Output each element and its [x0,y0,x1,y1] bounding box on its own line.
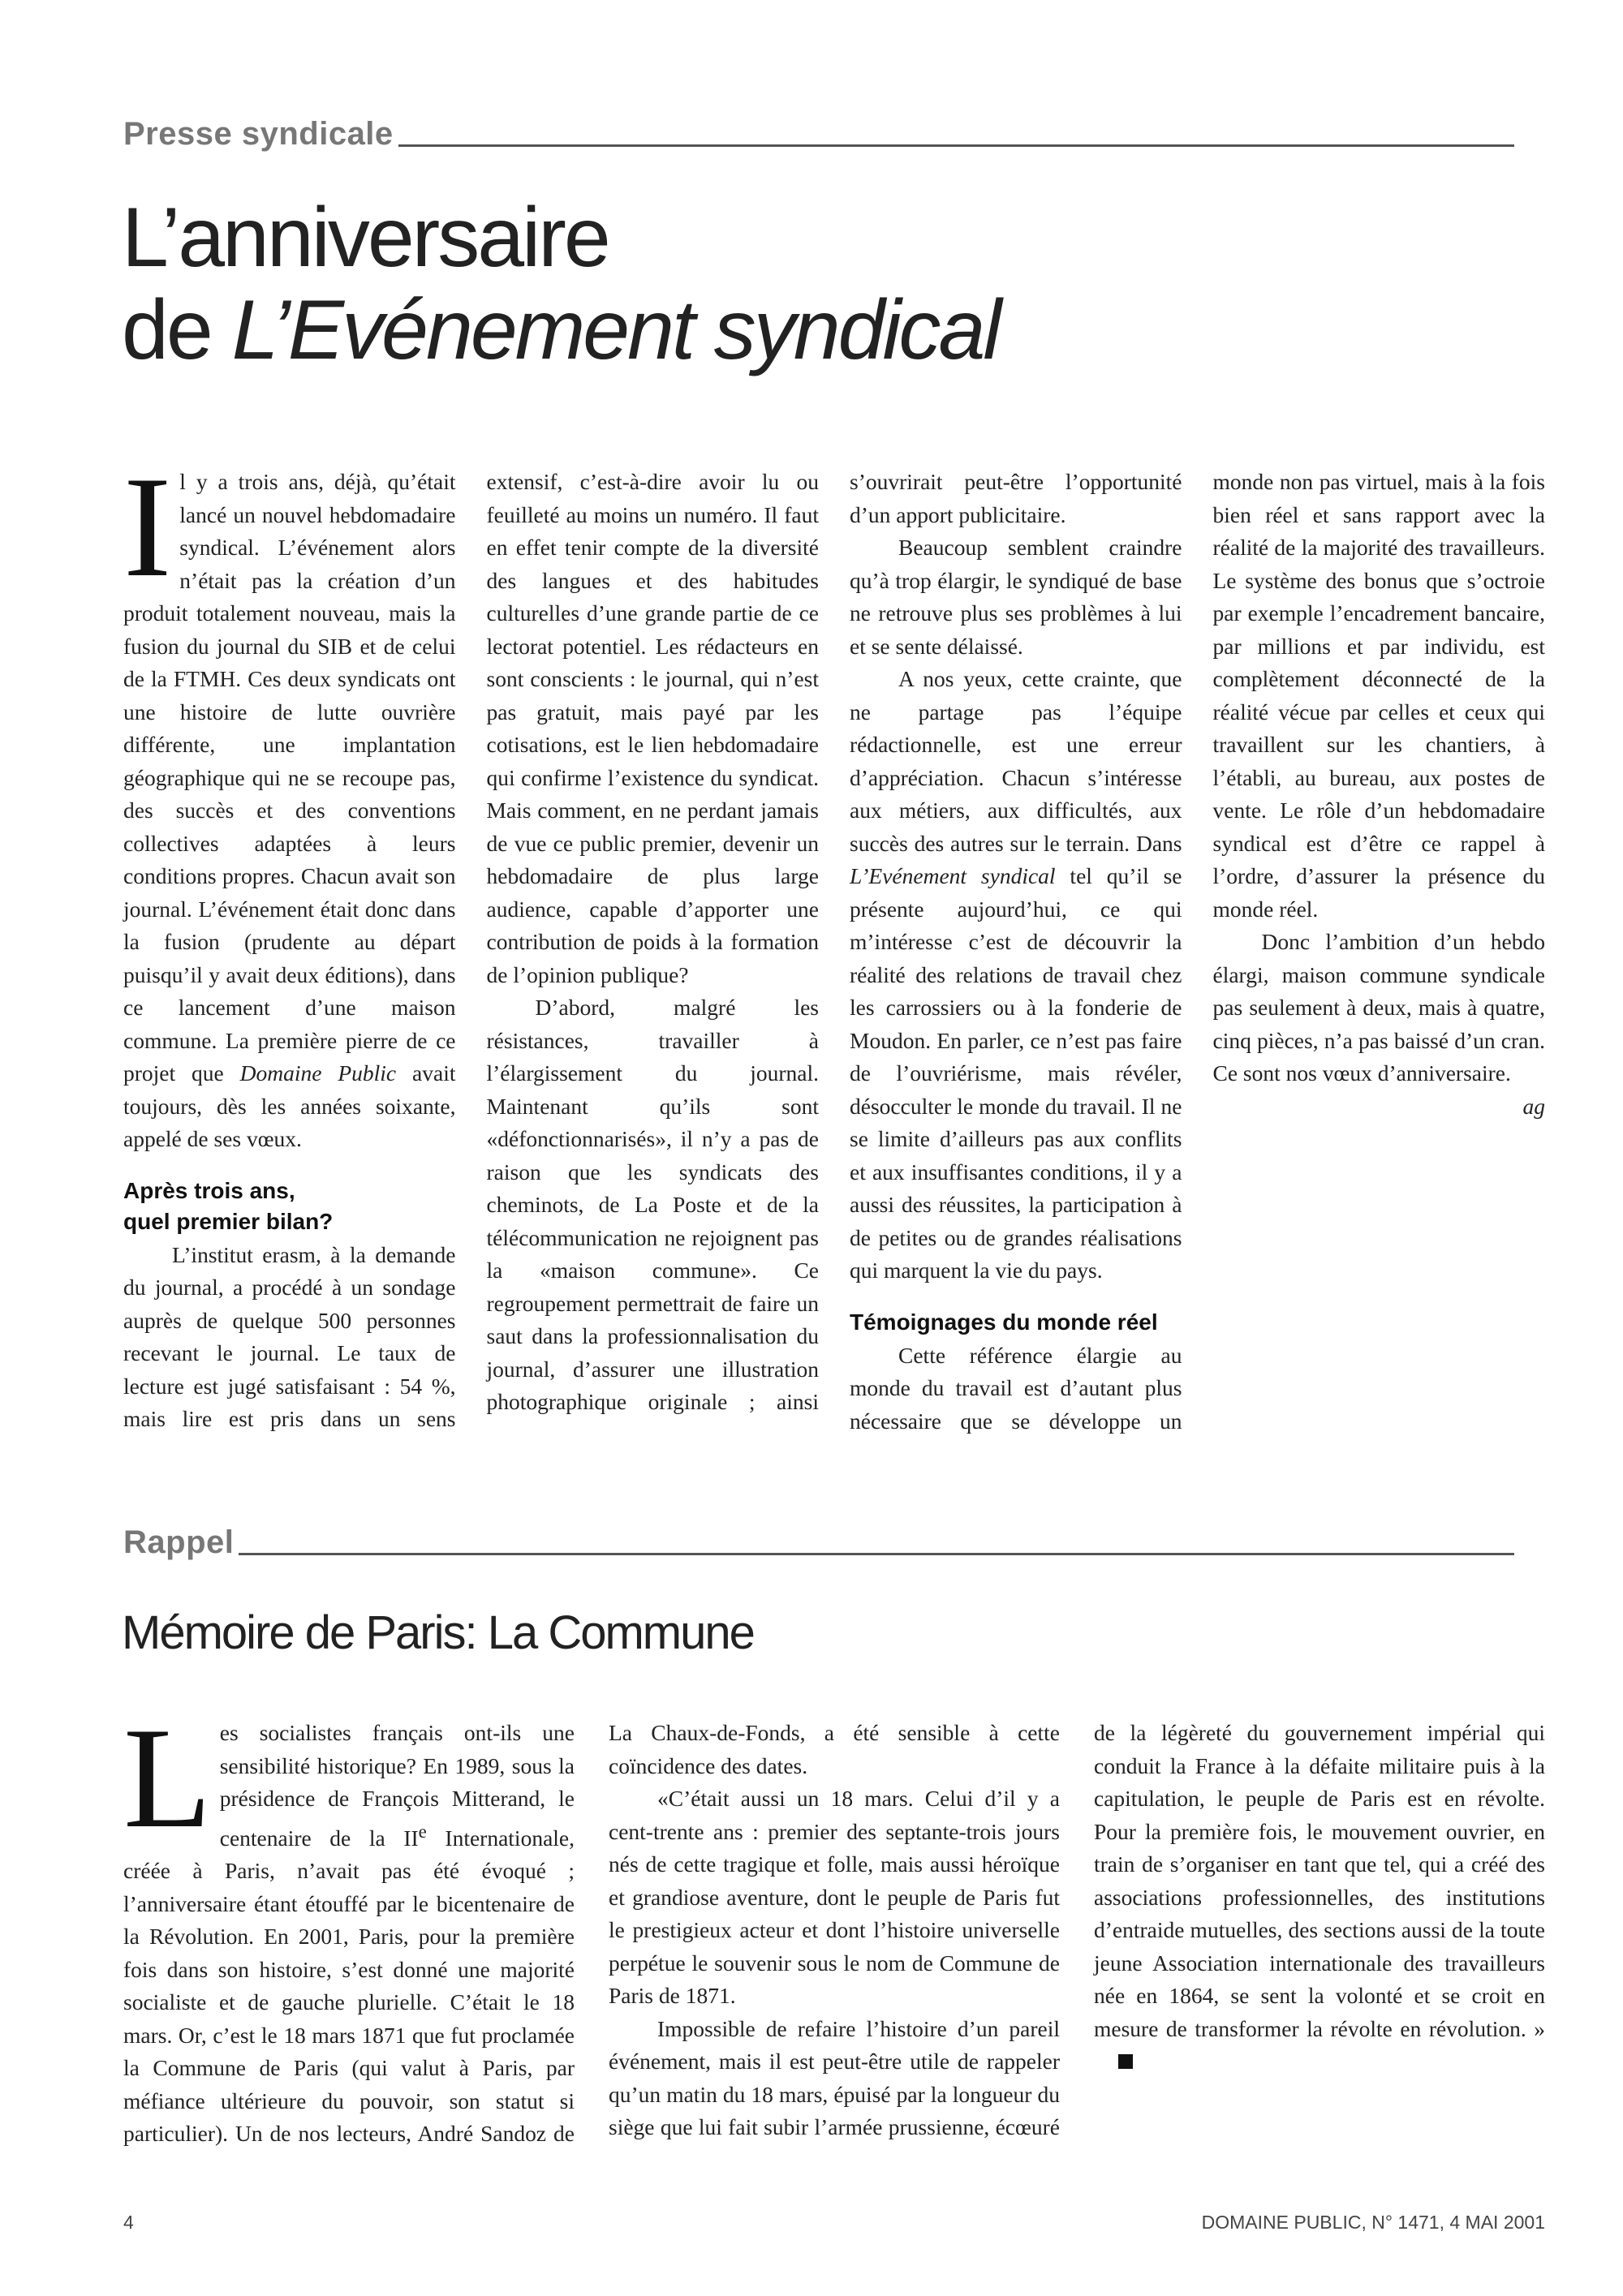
publication-info: DOMAINE PUBLIC, N° 1471, 4 MAI 2001 [1201,2212,1545,2233]
section-label: Rappel [123,1524,239,1561]
article-2-paragraph: Impossible de refaire l’histoire d’un pareil événement, mais il est peut-être utile de rappeler qu’un matin du 18 mars, épuisé par la longueur du siège que lui fait subir l’armée prussienne, écœuré de la légèreté du gouvernement impérial qui conduit la France à la défaite militaire puis à la capitulation, le peuple de Paris est en révolte. Pour la première fois, le mouvement ouvrier, en train de s’organiser en tant que tel, qui a créé des associations professionnelles, des institutions d’entraide mutuelles, des sections aussi de la toute jeune Association internationale des travailleurs née en 1864, se sent la volonté et se croit en mesure de transformer la révolte en révolution. » [609,1720,1545,2139]
title-line-2-prefix: de [122,283,232,377]
author-signature: ag [1522,1093,1545,1119]
drop-cap: L [123,1697,212,1858]
article-1-paragraph: L’institut erasm, à la demande du journal, a procédé à un sondage auprès de quelque 500 personnes recevant le journal. Le taux de lecture est jugé satisfaisant : 54 %, mais lire est pris dans un sens extensif, c’est-à-dire avoir lu ou feuilleté au moins un numéro. Il faut en effet tenir compte de la diversité des langues et des habitudes culturelles d’une grande partie de ce lectorat potentiel. Les rédacteurs en sont conscients : le journal, qui n’est pas gratuit, mais payé par les cotisations, est le lien hebdomadaire qui confirme l’existence du syndicat. Mais comment, en ne perdant jamais de vue ce public premier, devenir un hebdomadaire de plus large audience, capable d’apporter une contribution de poids à la formation de l’opinion publique? [123,469,819,1431]
section-label: Presse syndicale [123,116,398,153]
article-1-paragraph: Il y a trois ans, déjà, qu’était lancé un nouvel hebdomadaire syndical. L’événement alors n’était pas la création d’un produit totalement nouveau, mais la fusion du journal du SIB et de celui de la FTMH. Ces deux syndicats ont une histoire de lutte ouvrière différente, une implantation géographique qui ne se recoupe pas, des succès et des conventions collectives adaptées à leurs conditions propres. Chacun avait son journal. L’événement était donc dans la fusion (prudente au départ puisqu’il y avait deux éditions), dans ce lancement d’une maison commune. La première pierre de ce projet que Domaine Public avait toujours, dès les années soixante, appelé de ses vœux. [123,446,456,1151]
article-title [122,191,1000,376]
article-2-body [123,1697,1545,2155]
article-1-body [123,446,1545,1455]
article-1-paragraph: Beaucoup semblent craindre qu’à trop élargir, le syndiqué de base ne retrouve plus ses problèmes à lui et se sente délaissé. [850,535,1182,659]
section-header-rappel [123,1517,1514,1560]
article-2-paragraph: «C’était aussi un 18 mars. Celui d’il y a cent-trente ans : premier des septante-trois jours nés de cette tragique et folle, mais aussi héroïque et grandiose aventure, dont le peuple de Paris fut le prestigieux acteur et dont l’histoire universelle perpétue le souvenir sous le nom de Commune de Paris de 1871. [609,1786,1060,2008]
end-of-article-mark [1118,2054,1133,2069]
article-2-paragraph: Les socialistes français ont-ils une sensibilité historique? En 1989, sous la présidence de François Mitterand, le centenaire de la IIe Internationale, créée à Paris, n’avait pas été évoqué ; l’anniversaire étant étouffé par le bicentenaire de la Révolution. En 2001, Paris, pour la première fois dans son histoire, s’est donné une majorité socialiste et de gauche plurielle. C’était le 18 mars. Or, c’est le 18 mars 1871 que fut proclamée la Commune de Paris (qui valut à Paris, par méfiance ultérieure du pouvoir, son statut si particulier). Un de nos lecteurs, André Sandoz de La Chaux-de-Fonds, a été sensible à cette coïncidence des dates. [123,1697,1060,2147]
article-1-paragraph: D’abord, malgré les résistances, travailler à l’élargissement du journal. Maintenant qu’ils sont «défonctionnarisés», il n’y a pas de raison que les syndicats des cheminots, de La Poste et de la télécommunication ne rejoignent pas la «maison commune». Ce regroupement permettrait de faire un saut dans la professionnalisation du journal, d’assurer une illustration photographique originale ; ainsi s’ouvrirait peut-être l’opportunité d’un apport publicitaire. [486,469,1182,1414]
subheading-premier-bilan: Après trois ans, quel premier bilan? [123,1177,334,1234]
page-number: 4 [123,2212,134,2233]
article-1-paragraph: A nos yeux, cette crainte, que ne partage pas l’équipe rédactionnelle, est une erreur d’appréciation. Chacun s’intéresse aux métiers, aux difficultés, aux succès des autres sur le terrain. Dans L’Evénement syndical tel qu’il se présente aujourd’hui, ce qui m’intéresse c’est de découvrir la réalité des relations de travail chez les carrossiers ou à la fonderie de Moudon. En parler, ce n’est pas faire de l’ouvriérisme, mais révéler, désocculter le monde du travail. Il ne se limite d’ailleurs pas aux conflits et aux insuffisantes conditions, il y a aussi des réussites, la participation à de petites ou de grandes réalisations qui marquent la vie du pays. [850,666,1182,1283]
article-2-title: Mémoire de Paris: La Commune [122,1606,754,1659]
article-1-paragraph: Cette référence élargie au monde du travail est d’autant plus nécessaire que se développe un monde non pas virtuel, mais à la fois bien réel et sans rapport avec la réalité de la majorité des travailleurs. Le système des bonus que s’octroie par exemple l’encadrement bancaire, par millions et par individu, est complètement déconnecté de la réalité vécue par celles et ceux qui travaillent sur les chantiers, à l’établi, au bureau, aux postes de vente. Le rôle d’un hebdomadaire syndical est d’être ce rappel à l’ordre, d’assurer la présence du monde réel. [850,469,1545,1434]
article-1-paragraph: Donc l’ambition d’un hebdo élargi, maison commune syndicale pas seulement à deux, mais à quatre, cinq pièces, n’a pas baissé d’un cran. Ce sont nos vœux d’anniversaire. ag [1213,926,1546,1090]
subheading-temoignages: Témoignages du monde réel [850,1309,1158,1335]
section-header-presse-syndicale [123,109,1514,152]
drop-cap: I [123,446,172,607]
title-line-1: L’anniversaire [122,191,609,285]
title-line-2-italic: L’Evénement syndical [231,283,1000,377]
